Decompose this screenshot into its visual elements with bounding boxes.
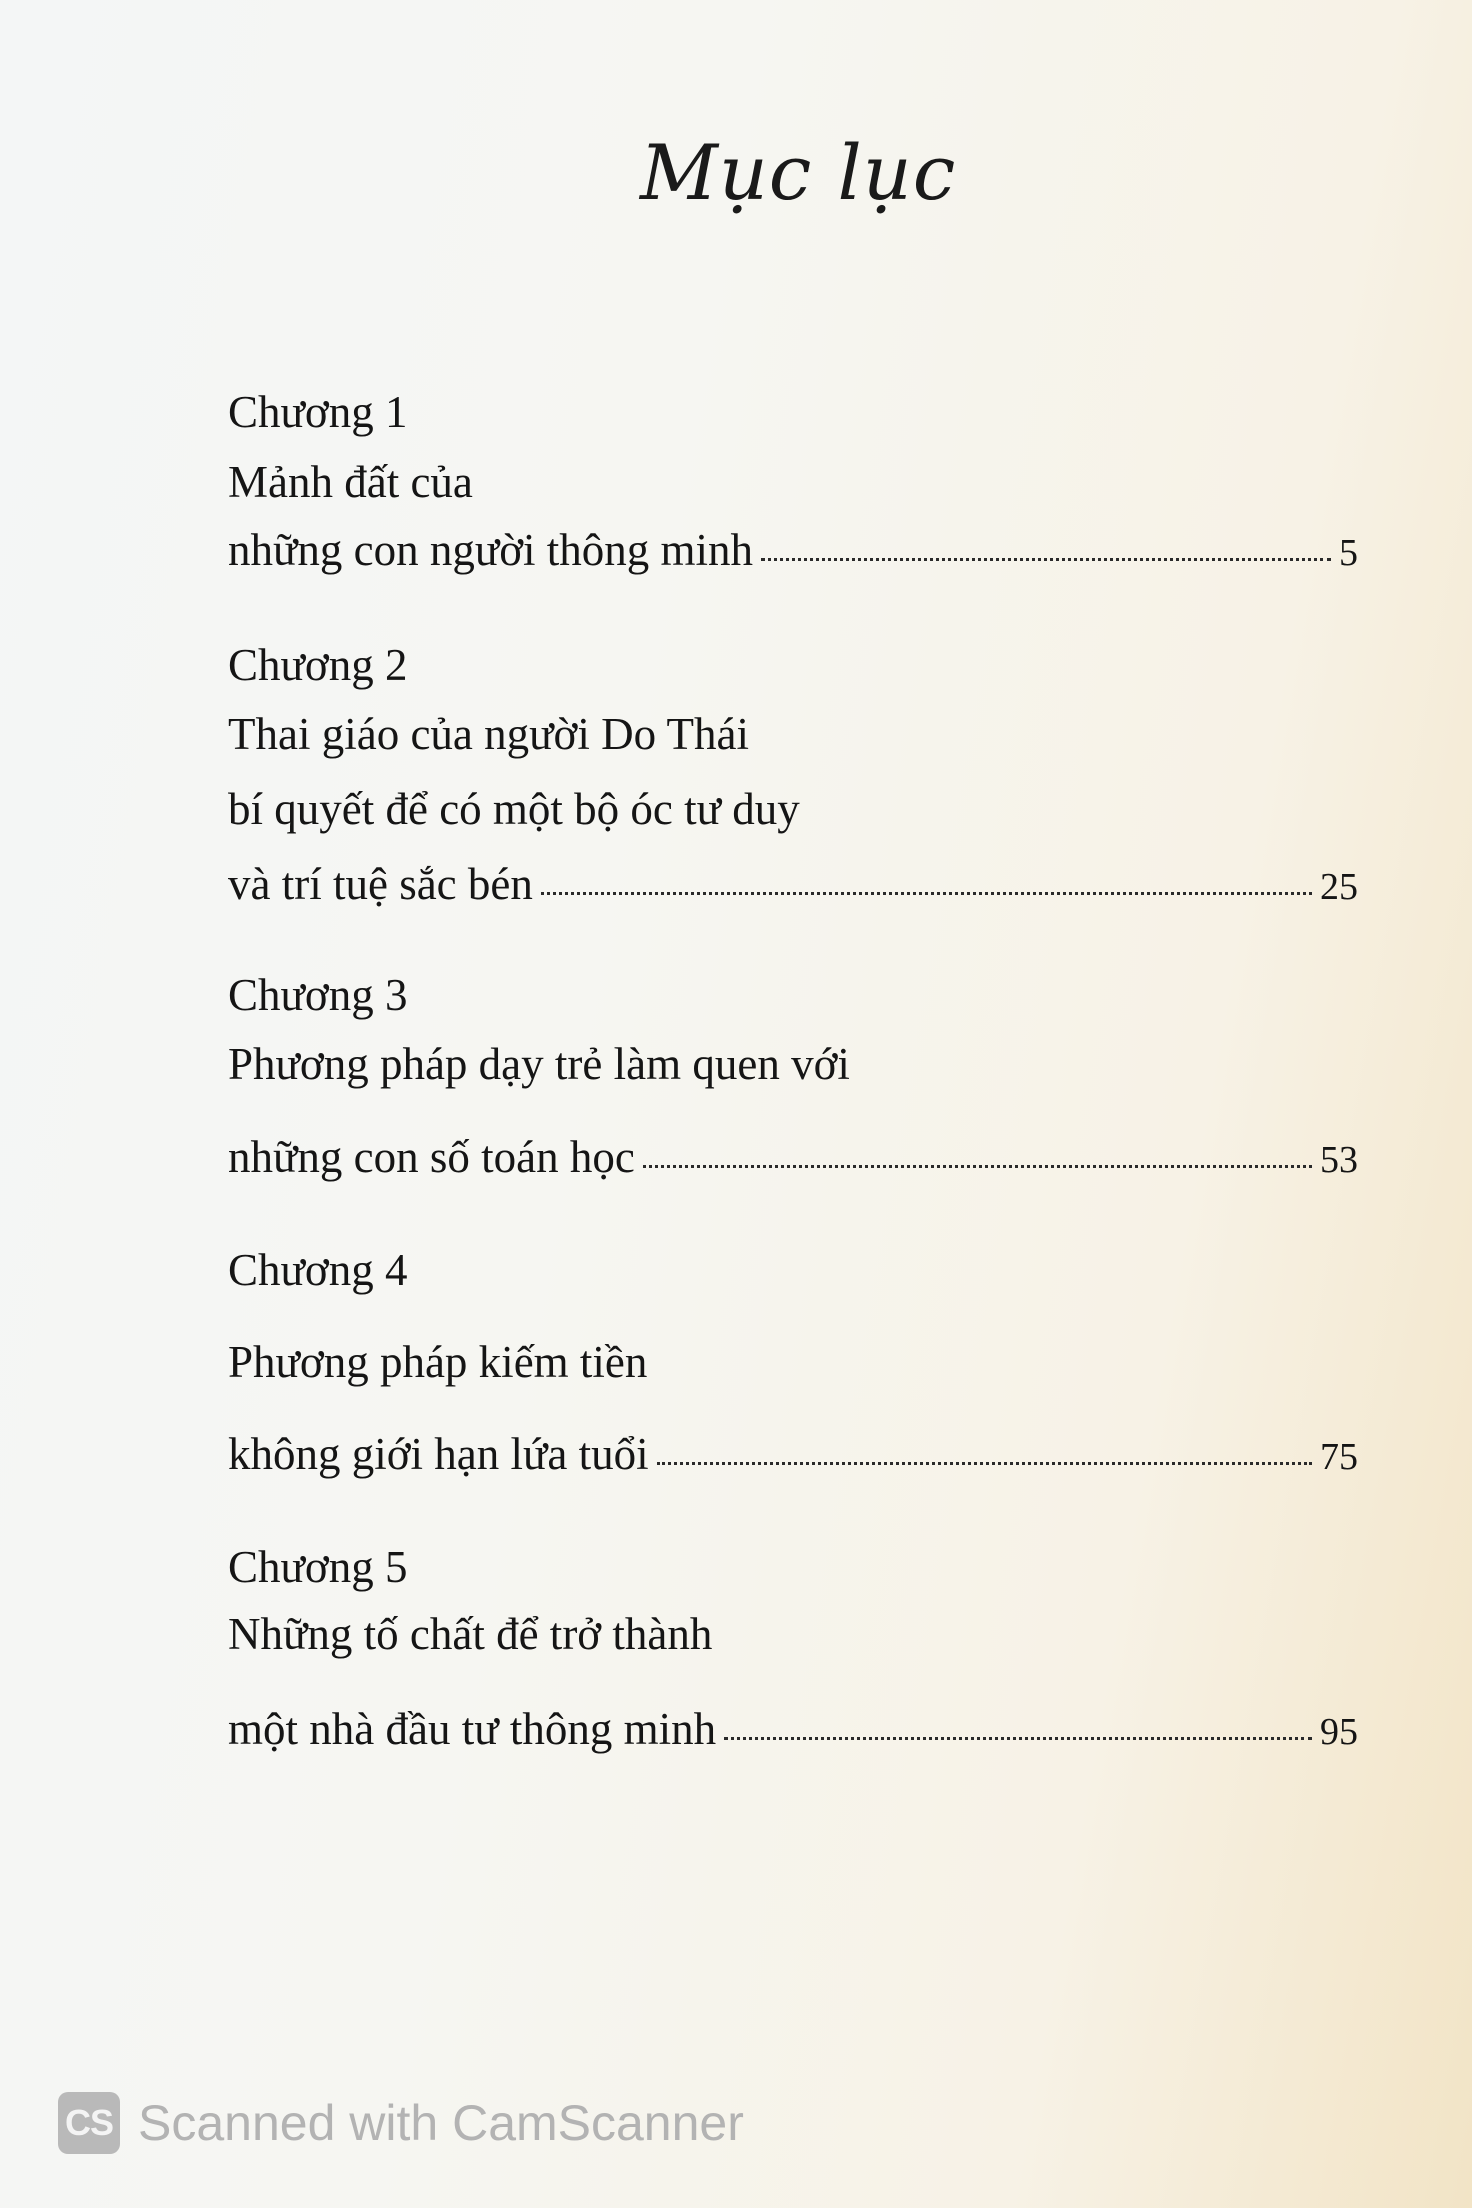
toc-entry-row	[228, 859, 1358, 909]
chapter-title-line: Thai giáo của người Do Thái	[228, 709, 749, 759]
page-title: Mục lục	[640, 128, 957, 217]
dot-leader	[657, 1462, 1312, 1465]
chapter-heading: Chương 5	[228, 1542, 408, 1592]
chapter-title-line: Mảnh đất của	[228, 457, 473, 507]
chapter-title-line: Những tố chất để trở thành	[228, 1609, 713, 1659]
chapter-heading: Chương 2	[228, 640, 408, 690]
toc-entry-row	[228, 1704, 1358, 1754]
chapter-heading: Chương 1	[228, 387, 408, 437]
dot-leader	[724, 1737, 1312, 1740]
chapter-title-line: Phương pháp kiếm tiền	[228, 1337, 648, 1387]
chapter-heading: Chương 3	[228, 970, 408, 1020]
page-number: 5	[1339, 532, 1358, 574]
toc-entry-row	[228, 1132, 1358, 1182]
page-number: 53	[1320, 1139, 1358, 1181]
chapter-title-line: không giới hạn lứa tuổi	[228, 1429, 649, 1479]
page-number: 25	[1320, 866, 1358, 908]
chapter-title-line: và trí tuệ sắc bén	[228, 859, 533, 909]
toc-entry-row	[228, 1429, 1358, 1479]
chapter-heading: Chương 4	[228, 1245, 408, 1295]
chapter-title-line: những con người thông minh	[228, 525, 754, 575]
page-number: 95	[1320, 1711, 1358, 1753]
dot-leader	[541, 892, 1312, 895]
dot-leader	[643, 1165, 1312, 1168]
camscanner-watermark	[58, 2092, 744, 2154]
chapter-title-line: Phương pháp dạy trẻ làm quen với	[228, 1039, 850, 1089]
camscanner-logo-icon: CS	[58, 2092, 120, 2154]
toc-entry-row	[228, 525, 1358, 575]
chapter-title-line: một nhà đầu tư thông minh	[228, 1704, 717, 1754]
chapter-title-line: những con số toán học	[228, 1132, 635, 1182]
watermark-text: Scanned with CamScanner	[138, 2095, 744, 2151]
chapter-title-line: bí quyết để có một bộ óc tư duy	[228, 784, 800, 834]
dot-leader	[761, 558, 1331, 561]
page-number: 75	[1320, 1436, 1358, 1478]
